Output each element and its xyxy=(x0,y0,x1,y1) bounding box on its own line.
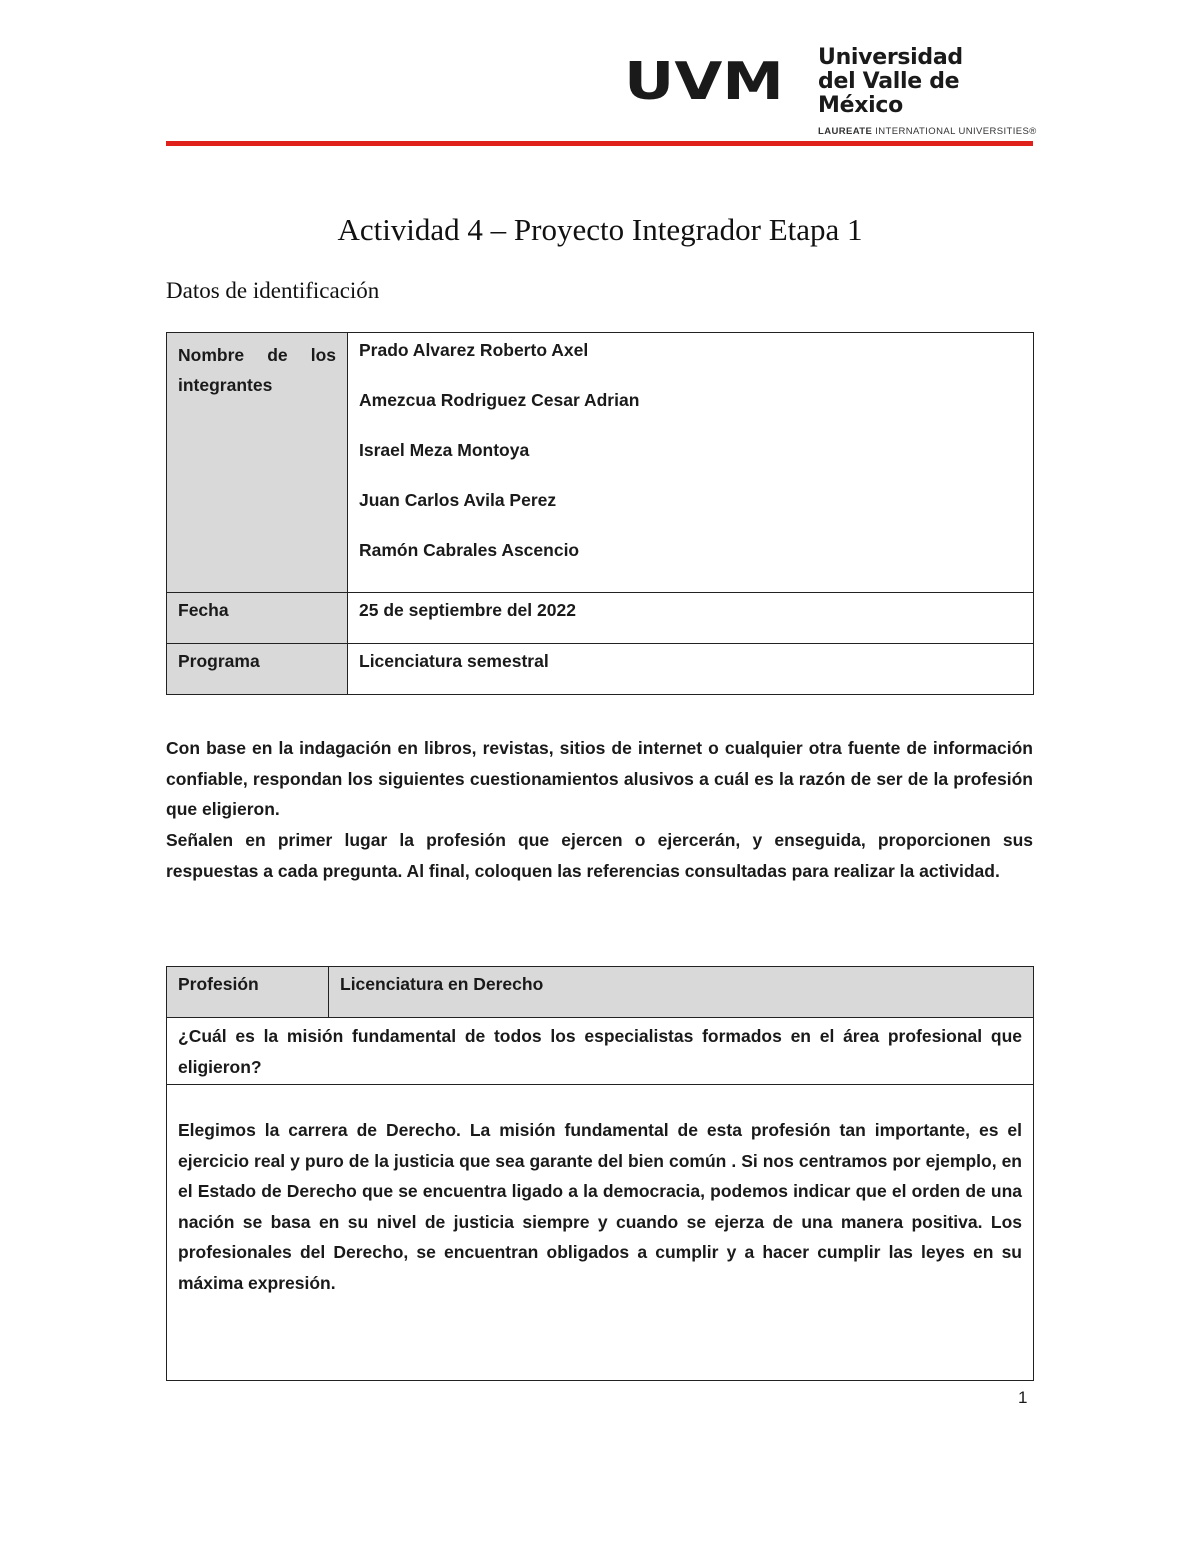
answer-row xyxy=(167,1085,1034,1381)
members-row xyxy=(167,333,1034,593)
answer-text: Elegimos la carrera de Derecho. La misión fundamental de esta profesión tan importante, es el ejercicio real y puro de la justicia que sea garante del bien común . Si nos centramos por ejemplo, en el Estado de Derecho que se encuentra ligado a la democracia, podemos indicar que el orden de una nación se basa en su nivel de justicia siempre y cuando se ejerza de una manera positiva. Los profesionales del Derecho, se encuentran obligados a cumplir y a hacer cumplir las leyes en su máxima expresión. xyxy=(167,1085,1034,1381)
date-label: Fecha xyxy=(167,593,348,644)
uvm-logo-letters: UVM xyxy=(624,58,784,102)
instructions-paragraph-1: Con base en la indagación en libros, revistas, sitios de internet o cualquier otra fuente de información confiable, respondan los siguientes cuestionamientos alusivos a cuál es la razón de ser de la profesión que eligieron. xyxy=(166,738,1033,819)
question-text: ¿Cuál es la misión fundamental de todos los especialistas formados en el área profesional que eligieron? xyxy=(167,1018,1034,1085)
logo-laureate: LAUREATE xyxy=(818,126,873,137)
page-number: 1 xyxy=(1018,1388,1028,1407)
logo-line-1: Universidad xyxy=(818,45,963,70)
profession-value: Licenciatura en Derecho xyxy=(329,967,1034,1018)
members-label: Nombre de los integrantes xyxy=(167,333,348,593)
question-row xyxy=(167,1018,1034,1085)
member-name: Prado Alvarez Roberto Axel xyxy=(359,340,589,360)
profession-table xyxy=(166,966,1034,1381)
identification-table xyxy=(166,332,1034,695)
document-title: Actividad 4 – Proyecto Integrador Etapa 1 xyxy=(337,212,863,247)
member-name: Israel Meza Montoya xyxy=(359,440,530,460)
university-logo-text xyxy=(818,46,1048,137)
logo-line-3 xyxy=(818,126,1048,137)
profession-label: Profesión xyxy=(167,967,329,1018)
uvm-logo-mark xyxy=(624,58,786,102)
header-divider xyxy=(166,141,1033,146)
member-name: Ramón Cabrales Ascencio xyxy=(359,540,580,560)
logo-international: INTERNATIONAL UNIVERSITIES® xyxy=(872,126,1037,137)
instructions-paragraph-2: Señalen en primer lugar la profesión que ejercen o ejercerán, y enseguida, proporcionen sus respuestas a cada pregunta. Al final, coloquen las referencias consultadas para realizar la actividad. xyxy=(166,830,1033,881)
date-row xyxy=(167,593,1034,644)
members-list xyxy=(348,333,1034,593)
logo-line-2: del Valle de México xyxy=(818,69,960,118)
section-heading: Datos de identificación xyxy=(166,278,380,303)
member-name: Amezcua Rodriguez Cesar Adrian xyxy=(359,390,640,410)
program-row xyxy=(167,644,1034,695)
profession-row xyxy=(167,967,1034,1018)
date-value: 25 de septiembre del 2022 xyxy=(348,593,1034,644)
program-label: Programa xyxy=(167,644,348,695)
program-value: Licenciatura semestral xyxy=(348,644,1034,695)
member-name: Juan Carlos Avila Perez xyxy=(359,490,557,510)
